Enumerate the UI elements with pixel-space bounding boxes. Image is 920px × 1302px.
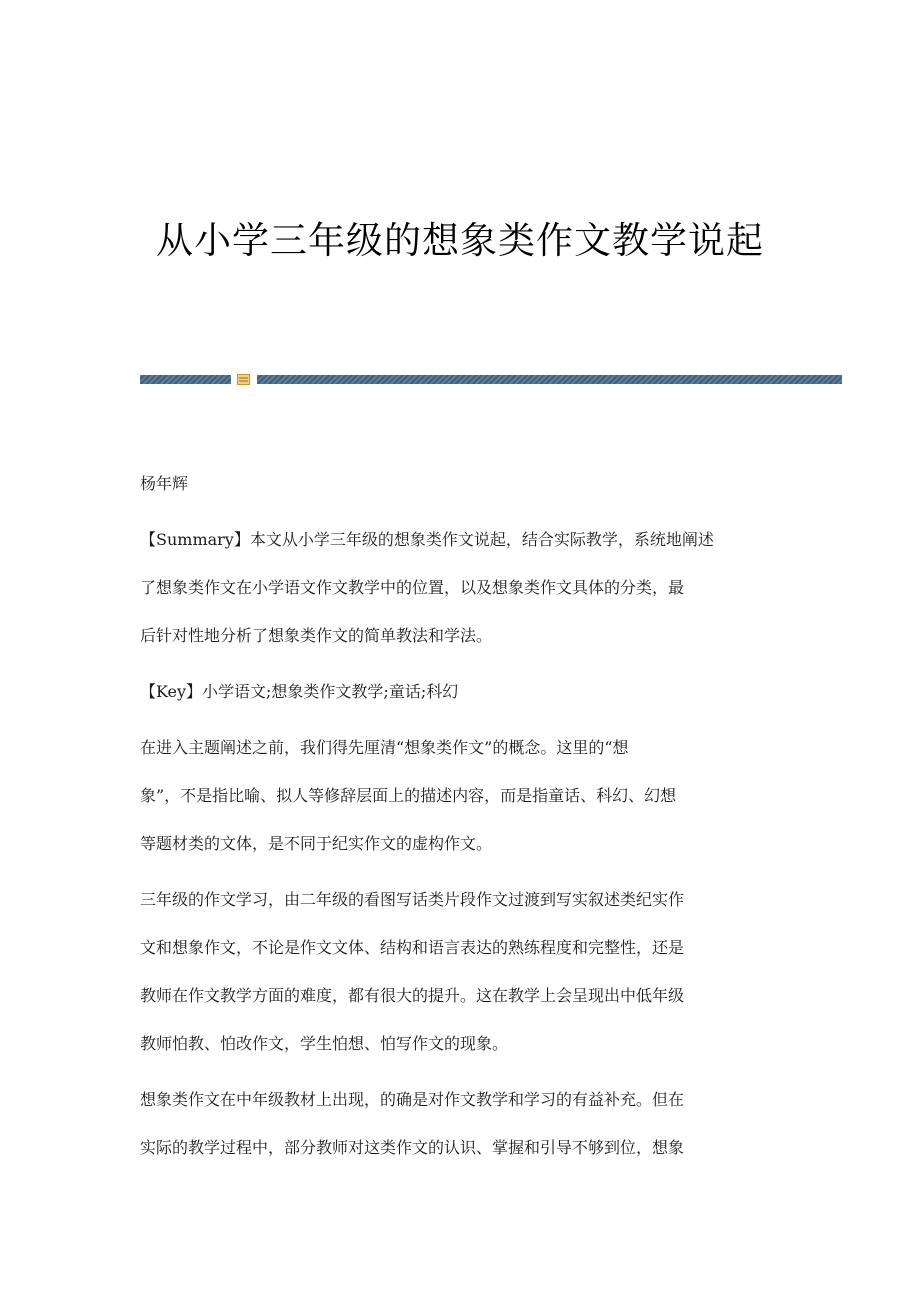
ornament-icon [237,374,250,385]
paragraph-line: 三年级的作文学习，由二年级的看图写话类片段作文过渡到写实叙述类纪实作 [140,890,685,909]
title-divider [140,375,842,384]
page-title: 从小学三年级的想象类作文教学说起 [156,219,764,262]
paragraph-line: 在进入主题阐述之前，我们得先厘清“想象类作文”的概念。这里的“想 [140,738,629,757]
paragraph-line: 实际的教学过程中，部分教师对这类作文的认识、掌握和引导不够到位，想象 [140,1138,685,1157]
summary-line: 后针对性地分析了想象类作文的简单教法和学法。 [140,626,493,645]
divider-bar-left [140,375,231,384]
paragraph-line: 象”，不是指比喻、拟人等修辞层面上的描述内容，而是指童话、科幻、幻想 [140,786,677,805]
paragraph-line: 教师怕教、怕改作文，学生怕想、怕写作文的现象。 [140,1034,509,1053]
divider-bar-right [257,375,842,384]
author-name: 杨年辉 [140,474,189,493]
paragraph-line: 想象类作文在中年级教材上出现，的确是对作文教学和学习的有益补充。但在 [140,1090,685,1109]
paragraph-line: 等题材类的文体，是不同于纪实作文的虚构作文。 [140,834,493,853]
paragraph-line: 文和想象作文，不论是作文文体、结构和语言表达的熟练程度和完整性，还是 [140,938,685,957]
paragraph-line: 教师在作文教学方面的难度，都有很大的提升。这在教学上会呈现出中低年级 [140,986,685,1005]
summary-line: 【Summary】本文从小学三年级的想象类作文说起，结合实际教学，系统地阐述 [140,530,714,549]
summary-line: 了想象类作文在小学语文作文教学中的位置，以及想象类作文具体的分类，最 [140,578,685,597]
keywords-line: 【Key】小学语文;想象类作文教学;童话;科幻 [140,682,459,701]
